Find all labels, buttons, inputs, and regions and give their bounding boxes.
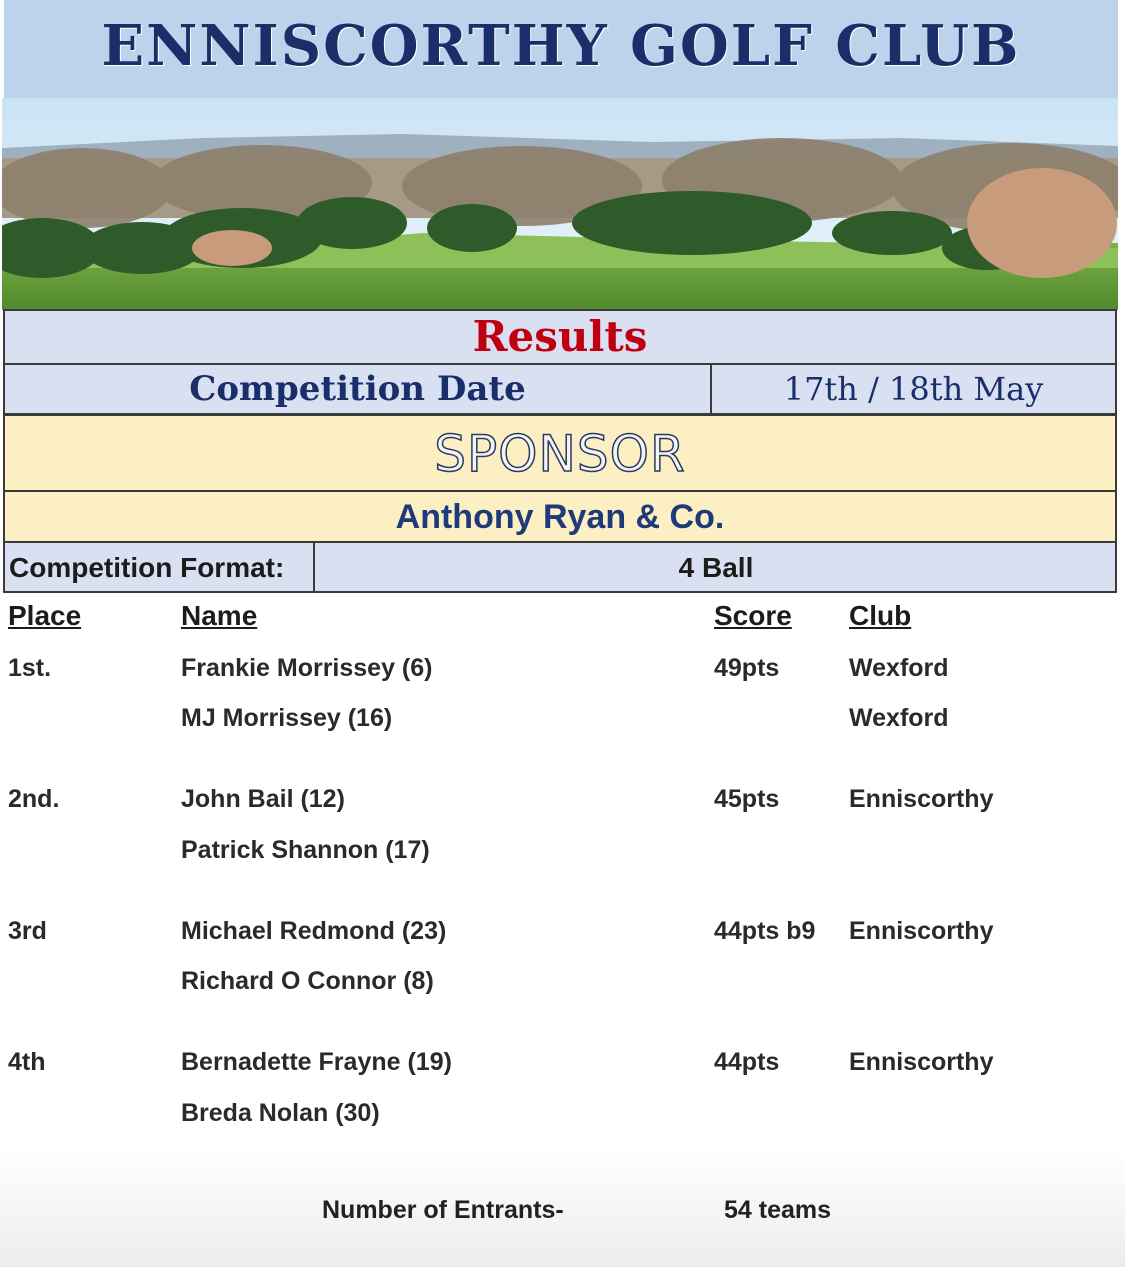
entrants-label: Number of Entrants- bbox=[322, 1196, 564, 1224]
club-header bbox=[4, 0, 1118, 98]
player-club: Wexford bbox=[849, 654, 949, 682]
player-name: Frankie Morrissey (6) bbox=[181, 654, 433, 682]
sponsor-name: Anthony Ryan & Co. bbox=[395, 498, 725, 536]
player-name: John Bail (12) bbox=[181, 785, 345, 813]
player-club: Enniscorthy bbox=[849, 917, 994, 945]
player-name: MJ Morrissey (16) bbox=[181, 704, 393, 732]
result-place: 3rd bbox=[8, 917, 47, 945]
player-club: Wexford bbox=[849, 704, 949, 732]
header-name: Name bbox=[181, 600, 258, 631]
header-score: Score bbox=[714, 600, 792, 631]
sponsor-banner bbox=[3, 414, 1117, 492]
entrants-value: 54 teams bbox=[724, 1196, 832, 1224]
player-name: Richard O Connor (8) bbox=[181, 967, 434, 995]
results-title: Results bbox=[472, 312, 648, 361]
club-title: ENNISCORTHY GOLF CLUB bbox=[101, 13, 1021, 79]
player-name: Patrick Shannon (17) bbox=[181, 836, 430, 864]
header-club: Club bbox=[849, 600, 912, 631]
results-banner bbox=[3, 309, 1117, 365]
result-score: 49pts bbox=[714, 654, 780, 682]
player-club: Enniscorthy bbox=[849, 1048, 994, 1076]
golf-course-photo bbox=[2, 98, 1118, 310]
sponsor-label: SPONSOR bbox=[434, 425, 686, 483]
golf-course-illustration bbox=[2, 98, 1118, 310]
player-name: Breda Nolan (30) bbox=[181, 1099, 380, 1127]
competition-format-label: Competition Format: bbox=[5, 543, 315, 591]
competition-date-row bbox=[3, 363, 1117, 415]
result-place: 2nd. bbox=[8, 785, 60, 813]
result-place: 4th bbox=[8, 1048, 46, 1076]
competition-format-value: 4 Ball bbox=[678, 552, 754, 583]
player-club: Enniscorthy bbox=[849, 785, 994, 813]
result-score: 44pts b9 bbox=[714, 917, 816, 945]
sponsor-name-row bbox=[3, 490, 1117, 543]
competition-date-value: 17th / 18th May bbox=[783, 370, 1044, 408]
result-place: 1st. bbox=[8, 654, 52, 682]
player-name: Bernadette Frayne (19) bbox=[181, 1048, 452, 1076]
result-score: 44pts bbox=[714, 1048, 780, 1076]
competition-date-label: Competition Date bbox=[5, 365, 712, 413]
player-name: Michael Redmond (23) bbox=[181, 917, 447, 945]
result-score: 45pts bbox=[714, 785, 780, 813]
header-place: Place bbox=[8, 600, 82, 631]
competition-format-row bbox=[3, 541, 1117, 593]
